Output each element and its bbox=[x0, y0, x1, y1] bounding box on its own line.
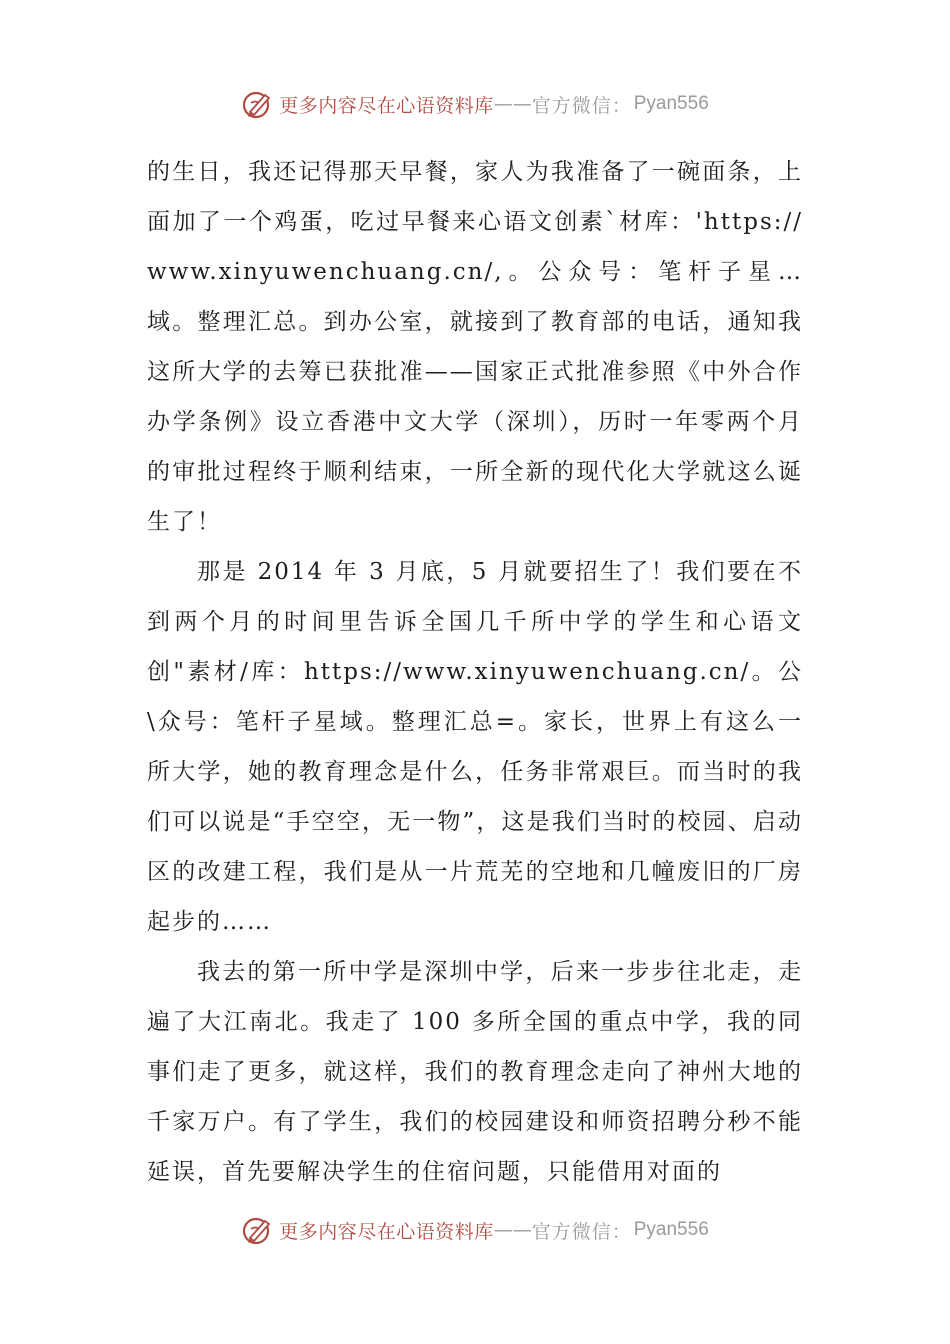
pen-circle-logo-icon bbox=[241, 1213, 275, 1247]
paragraph-1: 的生日，我还记得那天早餐，家人为我准备了一碗面条，上面加了一个鸡蛋，吃过早餐来心语文创素`材库：'https://www.xinyuwenchuang.cn/,。公众号：笔杆子星…域。整理汇总。到办公室，就接到了教育部的电话，通知我这所大学的去筹已获批准——国家正式批准参照《中外合作办学条例》设立香港中文大学（深圳），历时一年零两个月的审批过程终于顺利结束，一所全新的现代化大学就这么诞生了！ bbox=[147, 159, 803, 535]
footer-wechat-id: Pyan556 bbox=[633, 1219, 709, 1240]
header-wechat-label: 官方微信： bbox=[531, 94, 632, 117]
pen-circle-logo-icon bbox=[241, 87, 275, 121]
footer-brand-text: 更多内容尽在心语资料库 bbox=[279, 1220, 494, 1243]
footer-separator: —— bbox=[493, 1219, 532, 1241]
header-brand-text: 更多内容尽在心语资料库 bbox=[279, 94, 494, 117]
document-body bbox=[147, 147, 803, 1197]
footer-banner bbox=[0, 1210, 950, 1250]
footer-wechat-label: 官方微信： bbox=[531, 1220, 632, 1243]
header-separator: —— bbox=[493, 93, 532, 115]
paragraph-2: 那是 2014 年 3 月底，5 月就要招生了！我们要在不到两个月的时间里告诉全国几千所中学的学生和心语文创"素材/库：https://www.xinyuwenchuang.cn/。公\众号：笔杆子星域。整理汇总=。家长，世界上有这么一所大学，她的教育理念是什么，任务非常艰巨。而当时的我们可以说是“手空空，无一物”，这是我们当时的校园、启动区的改建工程，我们是从一片荒芜的空地和几幢废旧的厂房起步的…… bbox=[147, 559, 803, 935]
header-wechat-id: Pyan556 bbox=[633, 93, 709, 114]
paragraph-3: 我去的第一所中学是深圳中学，后来一步步往北走，走遍了大江南北。我走了 100 多所全国的重点中学，我的同事们走了更多，就这样，我们的教育理念走向了神州大地的千家万户。有了学生，我们的校园建设和师资招聘分秒不能延误，首先要解决学生的住宿问题，只能借用对面的 bbox=[147, 959, 803, 1185]
header-banner bbox=[0, 84, 950, 124]
